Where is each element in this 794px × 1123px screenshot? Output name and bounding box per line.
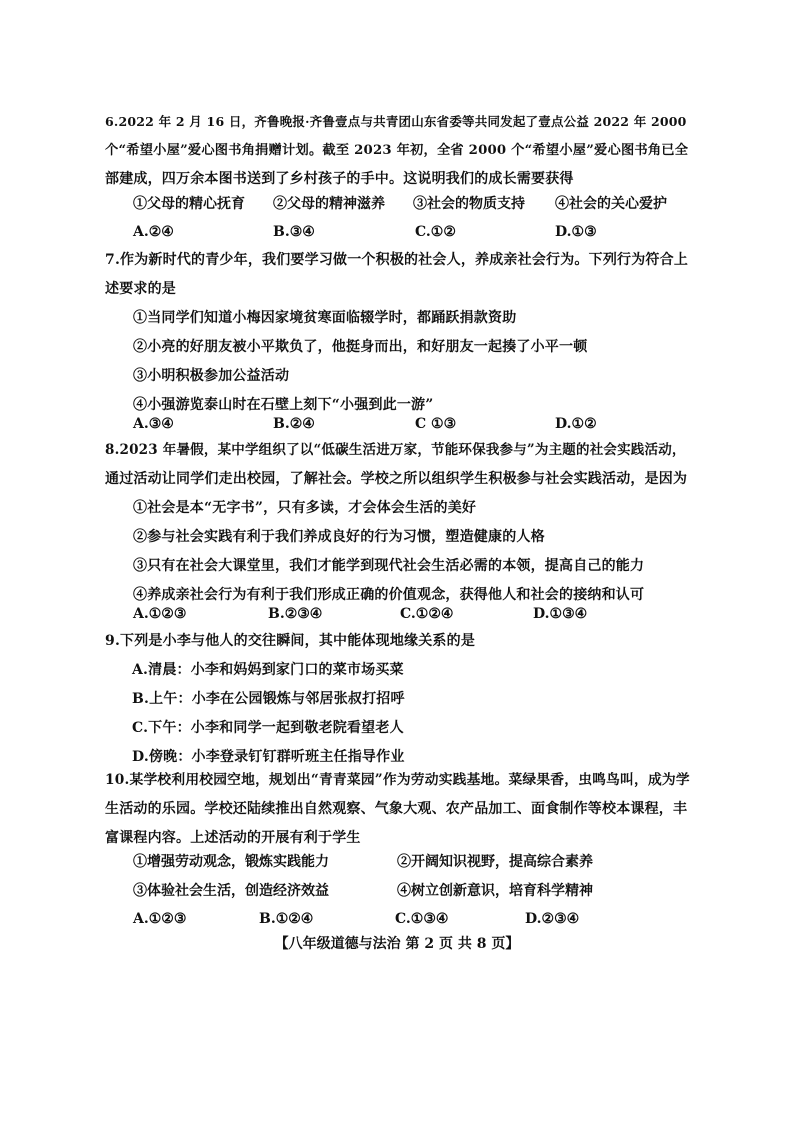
q6-stem-line: 部建成，四万余本图书送到了乡村孩子的手中。这说明我们的成长需要获得 [105,171,574,187]
question-7 [105,246,695,420]
q7-choices [133,410,693,439]
q10-stem-line: 10.某学校利用校园空地，规划出“青青菜园”作为劳动实践基地。菜绿果香，虫鸣鸟叫，成为学 [105,772,690,788]
q10-option-4: ④树立创新意识，培育科学精神 [397,883,593,899]
q7-choice-a: A.③④ [133,416,174,432]
q6-option-3: ③社会的物质支持 [413,196,525,212]
q8-stem-line: 8.2023 年暑假，某中学组织了以“低碳生活进万家，节能环保我参与”为主题的社会实践活动， [105,442,686,458]
q6-stem-line: 6.2022 年 2 月 16 日，齐鲁晚报·齐鲁壹点与共青团山东省委等共同发起了壹点公益 2022 年 2000 [105,114,687,129]
q10-choice-d: D.②③④ [525,911,580,927]
q10-choice-a: A.①②③ [133,911,187,927]
q10-choices [133,905,693,934]
q6-choices [133,218,693,247]
q8-choice-a: A.①②③ [133,606,187,622]
q8-statement-3: ③只有在社会大课堂里，我们才能学到现代社会生活必需的本领，提高自己的能力 [133,558,645,574]
question-10 [105,766,695,853]
q8-statement-1: ①社会是本“无字书”，只有多读，才会体会生活的美好 [133,500,477,516]
q8-choice-b: B.②③④ [268,606,323,622]
q9-choice-d: D.傍晚：小李登录钉钉群听班主任指导作业 [132,749,405,765]
q9-choice-a: A.清晨：小李和妈妈到家门口的菜市场买菜 [132,662,404,678]
q10-option-2: ②开阔知识视野，提高综合素养 [397,854,593,870]
q8-choices [133,600,693,629]
q6-option-2: ②父母的精神滋养 [273,196,385,212]
q7-choice-b: B.②④ [273,416,315,432]
q8-stem-line: 通过活动让同学们走出校园，了解社会。学校之所以组织学生积极参与社会实践活动，是因为 [105,471,688,487]
q7-statement-3: ③小明积极参加公益活动 [133,368,290,384]
q8-choice-d: D.①③④ [533,606,588,622]
page-footer: 【八年级道德与法治 第 2 页 共 8 页】 [274,936,520,952]
q10-option-1: ①增强劳动观念，锻炼实践能力 [133,854,329,870]
q10-option-3: ③体验社会生活，创造经济效益 [133,883,329,899]
q10-choice-b: B.①②④ [259,911,314,927]
q8-statement-2: ②参与社会实践有利于我们养成良好的行为习惯，塑造健康的人格 [133,529,545,545]
q6-choice-a: A.②④ [133,224,174,240]
q10-stem-line: 富课程内容。上述活动的开展有利于学生 [105,830,361,846]
q6-option-4: ④社会的关心爱护 [555,196,667,212]
q8-choice-c: C.①②④ [400,606,454,622]
q6-choice-c: C.①② [415,224,456,240]
q9-stem-line: 9.下列是小李与他人的交往瞬间，其中能体现地缘关系的是 [105,633,476,649]
q10-choice-c: C.①③④ [395,911,449,927]
q8-statement-4: ④养成亲社会行为有利于我们形成正确的价值观念，获得他人和社会的接纳和认可 [133,587,645,603]
q10-stem-line: 生活动的乐园。学校还陆续推出自然观察、气象大观、农产品加工、面食制作等校本课程，丰 [105,801,688,817]
q6-choice-d: D.①③ [555,224,597,240]
q9-choice-c: C.下午：小李和同学一起到敬老院看望老人 [132,720,404,736]
q6-stem-line: 个“希望小屋”爱心图书角捐赠计划。截至 2023 年初，全省 2000 个“希望小屋”爱心图书角已全 [105,143,689,158]
question-9 [105,627,695,772]
q6-option-1: ①父母的精心抚育 [133,196,245,212]
q7-stem-line: 7.作为新时代的青少年，我们要学习做一个积极的社会人，养成亲社会行为。下列行为符合上 [105,252,689,268]
q6-choice-b: B.③④ [273,224,315,240]
q7-choice-c: C ①③ [415,416,457,432]
q7-stem-line: 述要求的是 [105,281,176,297]
question-6 [105,107,695,194]
q10-options-row-2 [133,877,693,906]
q7-statement-4: ④小强游览泰山时在石壁上刻下“小强到此一游” [133,397,434,413]
q10-options-row-1 [133,848,693,877]
q6-options [133,190,693,219]
q9-choice-b: B.上午：小李在公园锻炼与邻居张叔打招呼 [132,691,405,707]
q7-statement-1: ①当同学们知道小梅因家境贫寒面临辍学时，都踊跃捐款资助 [133,310,517,326]
q7-statement-2: ②小亮的好朋友被小平欺负了，他挺身而出，和好朋友一起揍了小平一顿 [133,339,588,355]
q7-choice-d: D.①② [555,416,597,432]
question-8 [105,436,695,610]
